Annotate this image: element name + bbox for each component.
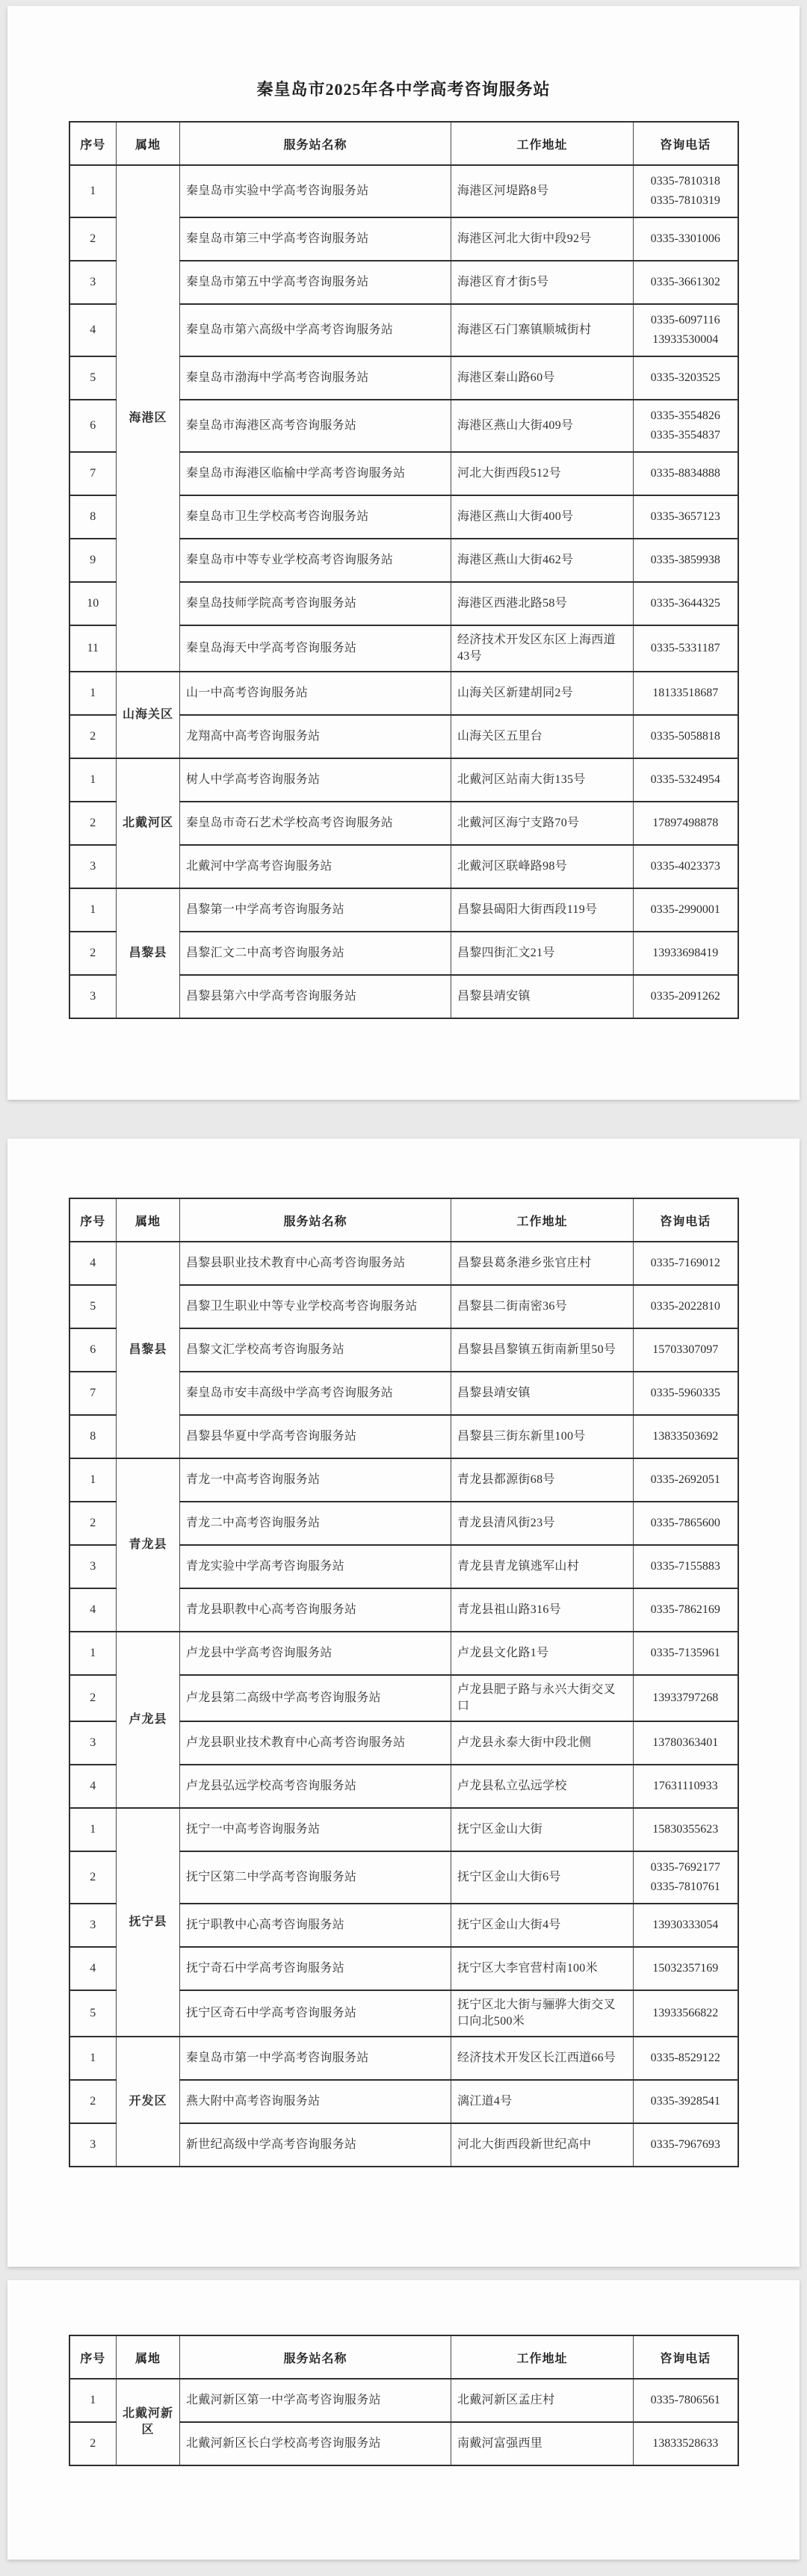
phone-number: 0335-3301006 xyxy=(650,232,720,245)
station-phones xyxy=(634,452,738,495)
row-number: 2 xyxy=(69,2080,117,2123)
row-number: 10 xyxy=(69,582,117,625)
station-phones xyxy=(634,2037,738,2080)
station-phones xyxy=(634,1415,738,1458)
phone-number: 17631110933 xyxy=(652,1780,718,1792)
column-header-0: 序号 xyxy=(69,2335,117,2379)
row-number: 5 xyxy=(69,356,117,400)
phone-number: 0335-5058818 xyxy=(650,730,720,743)
station-address: 山海关区新建胡同2号 xyxy=(451,672,634,715)
station-phones xyxy=(634,165,738,217)
station-name: 秦皇岛市第一中学高考咨询服务站 xyxy=(180,2037,451,2080)
station-phones xyxy=(634,932,738,975)
station-name: 昌黎卫生职业中等专业学校高考咨询服务站 xyxy=(180,1285,451,1328)
station-address: 北戴河区联峰路98号 xyxy=(451,845,634,888)
station-phones xyxy=(634,1372,738,1415)
station-phones xyxy=(634,2123,738,2167)
row-number: 2 xyxy=(69,217,117,261)
phone-number: 0335-5960335 xyxy=(650,1387,720,1399)
station-name: 秦皇岛技师学院高考咨询服务站 xyxy=(180,582,451,625)
phone-number: 13933530004 xyxy=(652,333,719,346)
table-row xyxy=(69,1242,738,1285)
station-phones xyxy=(634,495,738,539)
row-number: 1 xyxy=(69,672,117,715)
station-phones xyxy=(634,802,738,845)
phone-number: 0335-7155883 xyxy=(650,1560,720,1573)
station-address: 卢龙县肥子路与永兴大街交叉口 xyxy=(451,1675,634,1721)
station-phones xyxy=(634,1721,738,1765)
phone-number: 0335-3661302 xyxy=(650,276,720,288)
station-name: 昌黎县第六中学高考咨询服务站 xyxy=(180,975,451,1018)
column-header-3: 工作地址 xyxy=(451,1198,634,1242)
phone-number: 13780363401 xyxy=(652,1736,719,1749)
station-phones xyxy=(634,1990,738,2037)
station-address: 海港区燕山大街400号 xyxy=(451,495,634,539)
column-header-1: 属地 xyxy=(117,2335,180,2379)
station-phones xyxy=(634,1765,738,1808)
phone-number: 13930333054 xyxy=(652,1919,719,1931)
station-name: 秦皇岛市实验中学高考咨询服务站 xyxy=(180,165,451,217)
phone-number: 0335-5324954 xyxy=(650,773,720,786)
station-name: 秦皇岛市卫生学校高考咨询服务站 xyxy=(180,495,451,539)
station-address: 海港区河北大街中段92号 xyxy=(451,217,634,261)
station-name: 秦皇岛市第五中学高考咨询服务站 xyxy=(180,261,451,304)
row-number: 3 xyxy=(69,261,117,304)
table-row xyxy=(69,758,738,802)
row-number: 5 xyxy=(69,1990,117,2037)
station-address: 卢龙县文化路1号 xyxy=(451,1632,634,1675)
station-address: 昌黎县靖安镇 xyxy=(451,1372,634,1415)
row-number: 9 xyxy=(69,539,117,582)
document-page-2 xyxy=(7,1139,800,2267)
row-number: 1 xyxy=(69,758,117,802)
row-number: 1 xyxy=(69,165,117,217)
column-header-0: 序号 xyxy=(69,122,117,165)
station-phones xyxy=(634,400,738,452)
phone-number: 0335-7810318 xyxy=(650,175,720,188)
station-phones xyxy=(634,1502,738,1545)
station-phones xyxy=(634,356,738,400)
phone-number: 15032357169 xyxy=(652,1962,719,1975)
station-address: 卢龙县私立弘远学校 xyxy=(451,1765,634,1808)
station-phones xyxy=(634,888,738,932)
station-name: 秦皇岛市第六高级中学高考咨询服务站 xyxy=(180,304,451,356)
station-address: 河北大街西段新世纪高中 xyxy=(451,2123,634,2167)
phone-number: 13833528633 xyxy=(652,2437,719,2450)
station-address: 昌黎县葛条港乡张官庄村 xyxy=(451,1242,634,1285)
station-name: 秦皇岛市安丰高级中学高考咨询服务站 xyxy=(180,1372,451,1415)
station-name: 秦皇岛市海港区临榆中学高考咨询服务站 xyxy=(180,452,451,495)
row-number: 2 xyxy=(69,2422,117,2465)
station-name: 抚宁职教中心高考咨询服务站 xyxy=(180,1904,451,1947)
phone-number: 0335-7810319 xyxy=(650,194,720,207)
table-header-row xyxy=(69,2335,738,2379)
district-cell: 北戴河区 xyxy=(117,758,180,888)
district-cell: 卢龙县 xyxy=(117,1632,180,1808)
station-phones xyxy=(634,1285,738,1328)
row-number: 1 xyxy=(69,1808,117,1851)
column-header-1: 属地 xyxy=(117,122,180,165)
station-name: 昌黎文汇学校高考咨询服务站 xyxy=(180,1328,451,1372)
phone-number: 0335-3554826 xyxy=(650,409,720,422)
station-phones xyxy=(634,1851,738,1904)
row-number: 2 xyxy=(69,1502,117,1545)
row-number: 2 xyxy=(69,932,117,975)
district-cell: 海港区 xyxy=(117,165,180,672)
phone-number: 13933797268 xyxy=(652,1691,719,1704)
phone-number: 0335-4023373 xyxy=(650,860,720,873)
row-number: 4 xyxy=(69,1588,117,1632)
station-address: 抚宁区金山大街4号 xyxy=(451,1904,634,1947)
phone-number: 0335-3657123 xyxy=(650,510,720,523)
phone-number: 0335-2091262 xyxy=(650,990,720,1003)
station-address: 昌黎县靖安镇 xyxy=(451,975,634,1018)
row-number: 8 xyxy=(69,1415,117,1458)
document-page-3 xyxy=(7,2280,800,2560)
station-name: 山一中高考咨询服务站 xyxy=(180,672,451,715)
station-name: 新世纪高级中学高考咨询服务站 xyxy=(180,2123,451,2167)
phone-number: 13833503692 xyxy=(652,1430,719,1443)
document-page-1 xyxy=(7,6,800,1100)
station-name: 龙翔高中高考咨询服务站 xyxy=(180,715,451,758)
station-address: 海港区河堤路8号 xyxy=(451,165,634,217)
station-phones xyxy=(634,1904,738,1947)
station-name: 青龙县职教中心高考咨询服务站 xyxy=(180,1588,451,1632)
station-address: 经济技术开发区东区上海西道43号 xyxy=(451,625,634,672)
station-address: 昌黎县三街东新里100号 xyxy=(451,1415,634,1458)
station-phones xyxy=(634,2379,738,2422)
phone-number: 0335-8834888 xyxy=(650,467,720,480)
station-address: 卢龙县永泰大街中段北侧 xyxy=(451,1721,634,1765)
station-address: 青龙县青龙镇逃军山村 xyxy=(451,1545,634,1588)
column-header-4: 咨询电话 xyxy=(634,2335,738,2379)
district-cell: 抚宁县 xyxy=(117,1808,180,2037)
district-cell: 北戴河新区 xyxy=(117,2379,180,2465)
row-number: 1 xyxy=(69,1458,117,1502)
phone-number: 0335-5331187 xyxy=(650,642,720,654)
station-phones xyxy=(634,539,738,582)
table-row xyxy=(69,1458,738,1502)
station-address: 昌黎县碣阳大街西段119号 xyxy=(451,888,634,932)
service-stations-table-page-1 xyxy=(69,121,739,1019)
row-number: 4 xyxy=(69,304,117,356)
row-number: 3 xyxy=(69,1545,117,1588)
phone-number: 13933566822 xyxy=(652,2007,719,2019)
district-cell: 昌黎县 xyxy=(117,1242,180,1458)
row-number: 3 xyxy=(69,845,117,888)
row-number: 7 xyxy=(69,452,117,495)
phone-number: 0335-2022810 xyxy=(650,1300,720,1313)
table-row xyxy=(69,2037,738,2080)
station-phones xyxy=(634,261,738,304)
station-phones xyxy=(634,1545,738,1588)
station-phones xyxy=(634,715,738,758)
station-name: 秦皇岛市第三中学高考咨询服务站 xyxy=(180,217,451,261)
station-phones xyxy=(634,1632,738,1675)
phone-number: 0335-7810761 xyxy=(650,1880,720,1893)
row-number: 3 xyxy=(69,975,117,1018)
station-name: 秦皇岛海天中学高考咨询服务站 xyxy=(180,625,451,672)
station-address: 抚宁区北大街与骊骅大街交叉口向北500米 xyxy=(451,1990,634,2037)
station-name: 抚宁区奇石中学高考咨询服务站 xyxy=(180,1990,451,2037)
phone-number: 0335-3928541 xyxy=(650,2095,720,2108)
station-name: 秦皇岛市海港区高考咨询服务站 xyxy=(180,400,451,452)
phone-number: 13933698419 xyxy=(652,947,719,959)
station-address: 海港区燕山大街462号 xyxy=(451,539,634,582)
station-address: 青龙县都源街68号 xyxy=(451,1458,634,1502)
row-number: 4 xyxy=(69,1947,117,1990)
row-number: 2 xyxy=(69,715,117,758)
document-title: 秦皇岛市2025年各中学高考咨询服务站 xyxy=(256,80,551,99)
station-name: 秦皇岛市中等专业学校高考咨询服务站 xyxy=(180,539,451,582)
station-address: 山海关区五里台 xyxy=(451,715,634,758)
station-name: 卢龙县中学高考咨询服务站 xyxy=(180,1632,451,1675)
table-row xyxy=(69,1808,738,1851)
station-address: 海港区燕山大街409号 xyxy=(451,400,634,452)
station-phones xyxy=(634,1458,738,1502)
station-name: 卢龙县第二高级中学高考咨询服务站 xyxy=(180,1675,451,1721)
station-phones xyxy=(634,2080,738,2123)
column-header-1: 属地 xyxy=(117,1198,180,1242)
station-address: 抚宁区金山大街6号 xyxy=(451,1851,634,1904)
phone-number: 15830355623 xyxy=(652,1823,719,1836)
phone-number: 0335-3203525 xyxy=(650,371,720,384)
station-phones xyxy=(634,1808,738,1851)
station-name: 北戴河新区第一中学高考咨询服务站 xyxy=(180,2379,451,2422)
station-phones xyxy=(634,1242,738,1285)
district-cell: 昌黎县 xyxy=(117,888,180,1018)
phone-number: 18133518687 xyxy=(652,687,719,699)
phone-number: 15703307097 xyxy=(652,1343,719,1356)
station-phones xyxy=(634,758,738,802)
station-name: 抚宁一中高考咨询服务站 xyxy=(180,1808,451,1851)
table-row xyxy=(69,672,738,715)
station-address: 北戴河区站南大街135号 xyxy=(451,758,634,802)
row-number: 7 xyxy=(69,1372,117,1415)
column-header-4: 咨询电话 xyxy=(634,1198,738,1242)
station-address: 海港区秦山路60号 xyxy=(451,356,634,400)
row-number: 8 xyxy=(69,495,117,539)
district-cell: 开发区 xyxy=(117,2037,180,2167)
row-number: 2 xyxy=(69,1675,117,1721)
phone-number: 0335-3554837 xyxy=(650,429,720,442)
station-address: 青龙县祖山路316号 xyxy=(451,1588,634,1632)
table-header-row xyxy=(69,1198,738,1242)
station-name: 北戴河中学高考咨询服务站 xyxy=(180,845,451,888)
column-header-4: 咨询电话 xyxy=(634,122,738,165)
station-phones xyxy=(634,1588,738,1632)
station-phones xyxy=(634,217,738,261)
station-name: 燕大附中高考咨询服务站 xyxy=(180,2080,451,2123)
column-header-3: 工作地址 xyxy=(451,122,634,165)
station-address: 河北大街西段512号 xyxy=(451,452,634,495)
row-number: 2 xyxy=(69,802,117,845)
station-name: 昌黎县华夏中学高考咨询服务站 xyxy=(180,1415,451,1458)
column-header-2: 服务站名称 xyxy=(180,122,451,165)
station-name: 青龙实验中学高考咨询服务站 xyxy=(180,1545,451,1588)
station-address: 经济技术开发区长江西道66号 xyxy=(451,2037,634,2080)
station-address: 海港区西港北路58号 xyxy=(451,582,634,625)
column-header-0: 序号 xyxy=(69,1198,117,1242)
column-header-2: 服务站名称 xyxy=(180,1198,451,1242)
row-number: 1 xyxy=(69,2037,117,2080)
phone-number: 0335-7692177 xyxy=(650,1861,720,1874)
station-address: 北戴河新区孟庄村 xyxy=(451,2379,634,2422)
row-number: 6 xyxy=(69,1328,117,1372)
station-name: 青龙二中高考咨询服务站 xyxy=(180,1502,451,1545)
row-number: 4 xyxy=(69,1242,117,1285)
station-name: 昌黎汇文二中高考咨询服务站 xyxy=(180,932,451,975)
station-name: 卢龙县弘远学校高考咨询服务站 xyxy=(180,1765,451,1808)
station-name: 昌黎县职业技术教育中心高考咨询服务站 xyxy=(180,1242,451,1285)
station-address: 南戴河富强西里 xyxy=(451,2422,634,2465)
row-number: 6 xyxy=(69,400,117,452)
station-phones xyxy=(634,1328,738,1372)
district-cell: 山海关区 xyxy=(117,672,180,758)
table-row xyxy=(69,1632,738,1675)
phone-number: 0335-3859938 xyxy=(650,554,720,566)
station-phones xyxy=(634,672,738,715)
service-stations-table-page-3 xyxy=(69,2335,739,2466)
table-row xyxy=(69,888,738,932)
column-header-3: 工作地址 xyxy=(451,2335,634,2379)
station-address: 昌黎四街汇文21号 xyxy=(451,932,634,975)
station-name: 秦皇岛市渤海中学高考咨询服务站 xyxy=(180,356,451,400)
service-stations-table-page-2 xyxy=(69,1198,739,2167)
station-phones xyxy=(634,1675,738,1721)
phone-number: 0335-7865600 xyxy=(650,1517,720,1529)
station-phones xyxy=(634,582,738,625)
row-number: 3 xyxy=(69,1904,117,1947)
row-number: 4 xyxy=(69,1765,117,1808)
station-name: 树人中学高考咨询服务站 xyxy=(180,758,451,802)
station-name: 秦皇岛市奇石艺术学校高考咨询服务站 xyxy=(180,802,451,845)
phone-number: 0335-3644325 xyxy=(650,597,720,610)
phone-number: 0335-6097116 xyxy=(650,314,720,326)
phone-number: 17897498878 xyxy=(652,817,719,829)
station-phones xyxy=(634,845,738,888)
phone-number: 0335-7135961 xyxy=(650,1647,720,1659)
station-address: 北戴河区海宁支路70号 xyxy=(451,802,634,845)
row-number: 11 xyxy=(69,625,117,672)
station-name: 卢龙县职业技术教育中心高考咨询服务站 xyxy=(180,1721,451,1765)
phone-number: 0335-2990001 xyxy=(650,903,720,916)
table-header-row xyxy=(69,122,738,165)
station-name: 青龙一中高考咨询服务站 xyxy=(180,1458,451,1502)
phone-number: 0335-7169012 xyxy=(650,1257,720,1269)
row-number: 3 xyxy=(69,1721,117,1765)
station-name: 北戴河新区长白学校高考咨询服务站 xyxy=(180,2422,451,2465)
row-number: 2 xyxy=(69,1851,117,1904)
station-address: 抚宁区大李官营村南100米 xyxy=(451,1947,634,1990)
row-number: 1 xyxy=(69,888,117,932)
row-number: 1 xyxy=(69,1632,117,1675)
table-row xyxy=(69,2379,738,2422)
station-address: 抚宁区金山大街 xyxy=(451,1808,634,1851)
station-name: 昌黎第一中学高考咨询服务站 xyxy=(180,888,451,932)
table-row xyxy=(69,165,738,217)
station-phones xyxy=(634,304,738,356)
station-phones xyxy=(634,975,738,1018)
station-address: 青龙县清风街23号 xyxy=(451,1502,634,1545)
station-phones xyxy=(634,625,738,672)
phone-number: 0335-7862169 xyxy=(650,1603,720,1616)
station-address: 昌黎县昌黎镇五街南新里50号 xyxy=(451,1328,634,1372)
row-number: 5 xyxy=(69,1285,117,1328)
row-number: 3 xyxy=(69,2123,117,2167)
station-phones xyxy=(634,2422,738,2465)
station-address: 海港区石门寨镇顺城街村 xyxy=(451,304,634,356)
phone-number: 0335-7806561 xyxy=(650,2394,720,2406)
station-address: 漓江道4号 xyxy=(451,2080,634,2123)
phone-number: 0335-7967693 xyxy=(650,2138,720,2151)
station-address: 昌黎县二街南密36号 xyxy=(451,1285,634,1328)
phone-number: 0335-2692051 xyxy=(650,1473,720,1486)
phone-number: 0335-8529122 xyxy=(650,2052,720,2064)
column-header-2: 服务站名称 xyxy=(180,2335,451,2379)
station-name: 抚宁奇石中学高考咨询服务站 xyxy=(180,1947,451,1990)
station-phones xyxy=(634,1947,738,1990)
station-name: 抚宁区第二中学高考咨询服务站 xyxy=(180,1851,451,1904)
station-address: 海港区育才街5号 xyxy=(451,261,634,304)
row-number: 1 xyxy=(69,2379,117,2422)
district-cell: 青龙县 xyxy=(117,1458,180,1632)
